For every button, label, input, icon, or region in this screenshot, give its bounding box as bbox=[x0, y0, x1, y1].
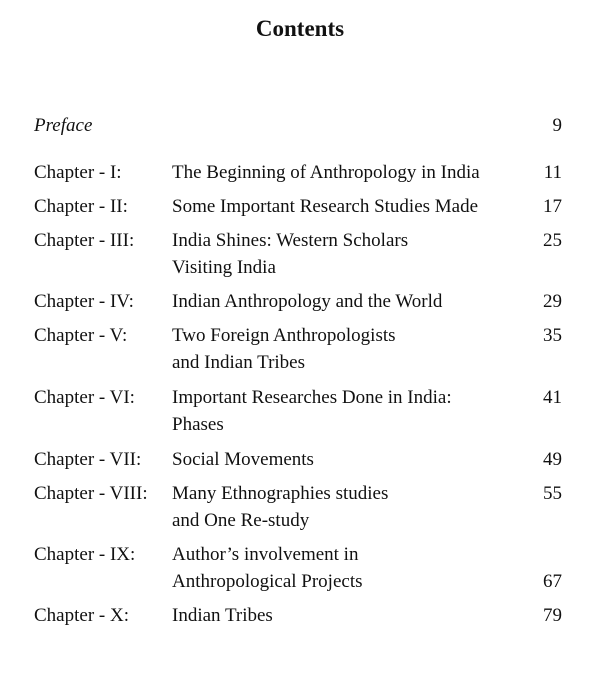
chapter-title: Social Movements bbox=[172, 449, 314, 470]
chapter-title: India Shines: Western Scholars Visiting India bbox=[172, 230, 409, 278]
chapter-label: Chapter - VI: bbox=[34, 387, 135, 408]
chapter-label: Chapter - VII: bbox=[34, 449, 142, 470]
page-title: Contents bbox=[255, 16, 345, 41]
chapter-page-number: 55 bbox=[543, 483, 562, 504]
chapter-page-number: 25 bbox=[543, 230, 562, 251]
chapter-title: Many Ethnographies studies and One Re-study bbox=[172, 483, 389, 531]
chapter-title: Indian Tribes bbox=[172, 605, 273, 626]
preface-label: Preface bbox=[34, 115, 93, 136]
chapter-label: Chapter - IX: bbox=[34, 544, 136, 565]
chapter-label: Chapter - V: bbox=[34, 325, 128, 346]
chapter-title: Author’s involvement in Anthropological Projects bbox=[172, 544, 363, 592]
chapter-label: Chapter - I: bbox=[34, 162, 122, 183]
chapter-page-number: 17 bbox=[543, 196, 562, 217]
chapter-label: Chapter - X: bbox=[34, 605, 129, 626]
preface-page-number: 9 bbox=[552, 115, 562, 136]
chapter-title: Some Important Research Studies Made bbox=[172, 196, 479, 217]
chapter-page-number: 35 bbox=[543, 325, 562, 346]
chapter-label: Chapter - IV: bbox=[34, 291, 134, 312]
chapter-page-number: 79 bbox=[543, 605, 562, 626]
chapter-page-number: 41 bbox=[543, 387, 562, 408]
chapter-page-number: 11 bbox=[543, 162, 562, 183]
chapter-page-number: 67 bbox=[543, 571, 562, 592]
chapter-page-number: 49 bbox=[543, 449, 562, 470]
chapter-label: Chapter - II: bbox=[34, 196, 128, 217]
chapter-title: Indian Anthropology and the World bbox=[172, 291, 443, 312]
chapter-page-number: 29 bbox=[543, 291, 562, 312]
chapter-title: Two Foreign Anthropologists and Indian Tribes bbox=[172, 325, 396, 373]
chapter-label: Chapter - III: bbox=[34, 230, 135, 251]
chapter-title: Important Researches Done in India: Phases bbox=[172, 387, 452, 435]
chapter-title: The Beginning of Anthropology in India bbox=[172, 162, 480, 183]
chapter-label: Chapter - VIII: bbox=[34, 483, 148, 504]
